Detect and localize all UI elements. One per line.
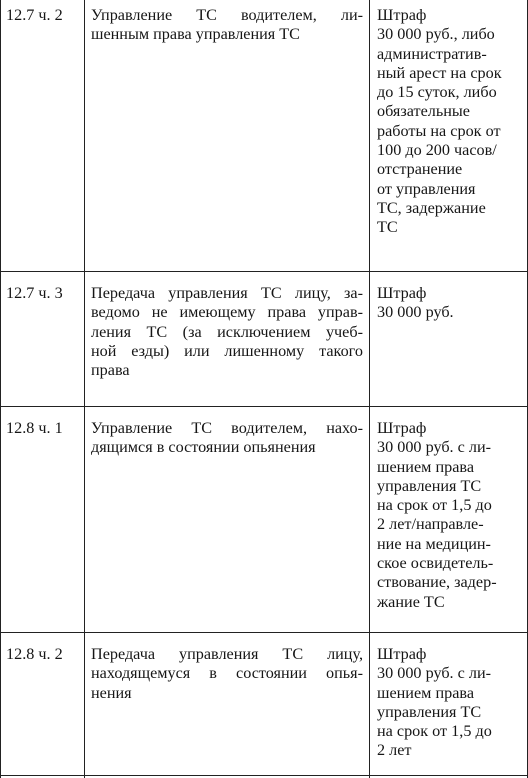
description-line: ведомо не имеющему права управ- [91,303,363,322]
description-line: Управление ТС водителем, нахо- [91,419,363,437]
table-border-left [0,0,1,778]
penalty-line: Штраф [377,645,427,663]
penalty-line: до 15 суток, либо [377,83,497,102]
description-line: нения [91,683,132,702]
penalty-line: ТС, задержание [377,198,486,217]
description-line: Управление ТС водителем, ли- [91,6,363,24]
penalty-cell [377,645,523,761]
row-divider [0,632,528,633]
penalty-line: обязательные [377,102,470,121]
table-border-bottom [0,775,528,776]
column-divider [84,0,85,778]
penalty-line: 2 лет/направле- [377,515,484,534]
description-cell [91,6,363,45]
penalty-line: ный арест на срок [377,63,502,82]
description-cell [91,419,363,458]
article-cell: 12.8 ч. 2 [6,645,63,663]
penalty-line: административ- [377,44,487,63]
penalty-line: отстранение [377,160,463,179]
penalty-line: работы на срок от [377,121,501,140]
penalty-line: Штраф [377,6,427,24]
penalty-line: управления ТС [377,476,482,495]
penalty-cell [377,6,523,238]
penalty-cell [377,419,523,612]
penalty-line: управления ТС [377,702,482,721]
description-line: Передача управления ТС лицу, [91,645,363,663]
row-divider [0,406,528,407]
penalty-line: 2 лет [377,741,412,760]
description-line: шенным права управления ТС [91,25,300,44]
description-line: Передача управления ТС лицу, за- [91,284,363,302]
description-line: находящемуся в состоянии опья- [91,664,363,683]
description-line: ления ТС (за исключением учеб- [91,322,363,341]
penalty-line: ние на медицин- [377,534,491,553]
description-cell [91,284,363,380]
article-cell: 12.7 ч. 3 [6,284,63,302]
penalty-line: ское освидетель- [377,554,494,573]
penalty-line: 30 000 руб. с ли- [377,438,492,457]
penalty-line: на срок от 1,5 до [377,496,492,515]
penalty-line: от управления [377,179,476,198]
penalty-line: Штраф [377,419,427,437]
penalty-line: 30 000 руб., либо [377,25,495,44]
penalty-line: ТС [377,218,398,237]
penalty-line: жание ТС [377,592,445,611]
penalty-line: Штраф [377,284,427,302]
article-cell: 12.7 ч. 2 [6,6,63,24]
description-line: права [91,361,130,380]
description-line: дящимся в состоянии опьянения [91,438,316,457]
description-cell [91,645,363,703]
penalty-line: 30 000 руб. с ли- [377,664,492,683]
penalty-line: 30 000 руб. [377,303,454,322]
article-cell: 12.8 ч. 1 [6,419,63,437]
row-divider [0,271,528,272]
description-line: ной езды) или лишенному такого [91,341,363,360]
penalty-line: 100 до 200 часов/ [377,141,497,160]
penalty-line: шением права [377,683,475,702]
column-divider [369,0,370,778]
penalty-line: на срок от 1,5 до [377,722,492,741]
penalty-line: ствование, задер- [377,573,497,592]
penalty-cell [377,284,523,323]
penalty-line: шением права [377,457,475,476]
